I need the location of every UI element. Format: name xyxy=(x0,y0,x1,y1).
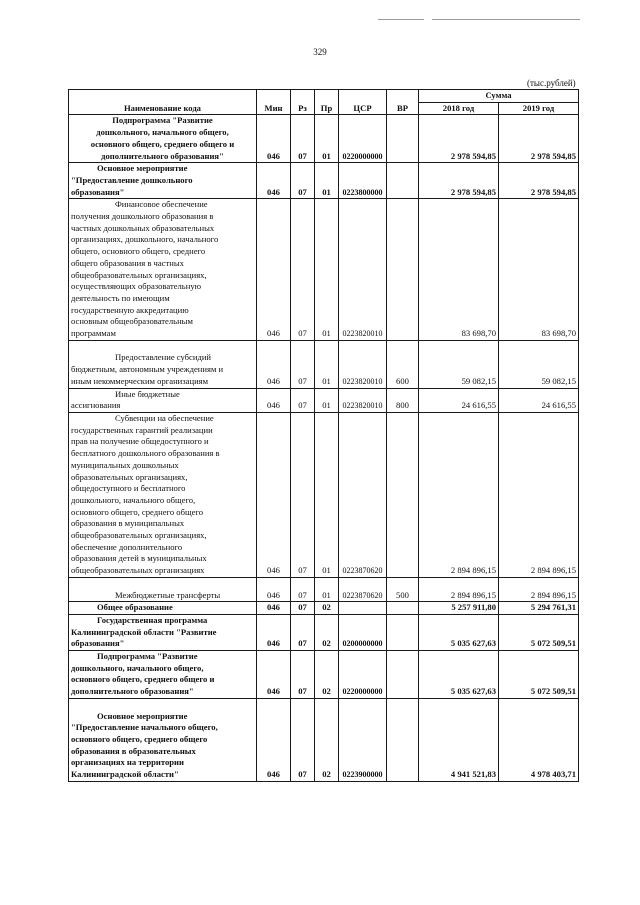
row-name-line: дополнительного образования" xyxy=(71,686,194,697)
row-name-line: образования детей в муниципальных xyxy=(71,553,207,564)
row-name-line: "Предоставление начального общего, xyxy=(71,722,218,733)
row-name-line: прав на получение общедоступного и xyxy=(71,436,209,447)
row-csr: 0220000000 xyxy=(339,651,387,699)
row-name-line: общеобразовательных организациях, xyxy=(71,530,207,541)
row-pr: 02 xyxy=(315,651,339,699)
row-vr xyxy=(387,651,419,699)
col-header-2018: 2018 год xyxy=(419,102,499,115)
table-row xyxy=(69,412,579,577)
row-name-line: основного общего, среднего общего xyxy=(71,733,208,744)
row-amount-2018: 59 082,15 xyxy=(419,340,499,388)
col-header-sum: Сумма xyxy=(419,90,579,103)
row-rz: 07 xyxy=(291,340,315,388)
row-amount-2018: 2 978 594,85 xyxy=(419,163,499,199)
row-name-line: Межбюджетные трансферты xyxy=(115,589,221,600)
row-amount-2019: 2 894 896,15 xyxy=(499,577,579,601)
row-min: 046 xyxy=(257,651,291,699)
row-name-line: программам xyxy=(71,328,116,339)
col-header-pr: Пр xyxy=(315,90,339,115)
row-amount-2019: 2 894 896,15 xyxy=(499,412,579,577)
row-name-line: деятельность по имеющим xyxy=(71,292,170,303)
row-amount-2019: 24 616,55 xyxy=(499,388,579,412)
col-header-rz: Рз xyxy=(291,90,315,115)
page-number: 329 xyxy=(313,47,327,57)
row-name-line: Предоставление субсидий xyxy=(115,352,212,363)
row-name-line xyxy=(71,341,254,353)
row-name-line: основного общего, среднего общего xyxy=(71,506,203,517)
row-name-line: Основное мероприятие xyxy=(97,163,188,174)
col-header-vr: ВР xyxy=(387,90,419,115)
row-pr: 02 xyxy=(315,602,339,615)
row-name xyxy=(69,602,257,615)
row-pr: 01 xyxy=(315,388,339,412)
row-name xyxy=(69,199,257,340)
row-name-line: ассигнования xyxy=(71,400,121,411)
row-name-line: государственную аккредитацию xyxy=(71,304,189,315)
row-amount-2019: 2 978 594,85 xyxy=(499,115,579,163)
row-name-line: дошкольного, начального общего, xyxy=(96,127,229,138)
col-header-2019: 2019 год xyxy=(499,102,579,115)
row-name-line: получения дошкольного образования в xyxy=(71,211,214,222)
row-amount-2018: 2 978 594,85 xyxy=(419,115,499,163)
row-rz: 07 xyxy=(291,698,315,781)
row-name-line: организациях, дошкольного, начального xyxy=(71,234,219,245)
row-name-line: общедоступного и бесплатного xyxy=(71,483,186,494)
row-name-line: дополнительного образования" xyxy=(101,150,224,161)
row-vr xyxy=(387,698,419,781)
row-csr: 0223820010 xyxy=(339,199,387,340)
row-rz: 07 xyxy=(291,614,315,650)
row-csr: 0223820010 xyxy=(339,340,387,388)
row-amount-2018: 24 616,55 xyxy=(419,388,499,412)
budget-table xyxy=(68,89,579,782)
row-name-line: общего, основного общего, среднего xyxy=(71,246,206,257)
row-name-line: Подпрограмма "Развитие xyxy=(97,651,198,662)
row-csr: 0220000000 xyxy=(339,115,387,163)
row-name xyxy=(69,388,257,412)
table-row xyxy=(69,577,579,601)
row-csr: 0223870620 xyxy=(339,412,387,577)
row-name-line: образования в образовательных xyxy=(71,745,196,756)
row-name-line: бюджетным, автономным учреждениям и xyxy=(71,364,224,375)
row-name-line: бесплатного дошкольного образования в xyxy=(71,448,220,459)
row-min: 046 xyxy=(257,412,291,577)
row-name-line: Финансовое обеспечение xyxy=(115,199,208,210)
row-name-line: общего образования в частных xyxy=(71,257,184,268)
row-min: 046 xyxy=(257,199,291,340)
row-csr: 0223900000 xyxy=(339,698,387,781)
row-vr: 600 xyxy=(387,340,419,388)
row-name-line: Калининградской области" xyxy=(71,769,179,780)
row-name-line: образовательных организациях, xyxy=(71,471,188,482)
row-amount-2018: 5 035 627,63 xyxy=(419,651,499,699)
row-min: 046 xyxy=(257,340,291,388)
row-vr xyxy=(387,163,419,199)
row-name xyxy=(69,115,257,163)
row-vr: 500 xyxy=(387,577,419,601)
units-label: (тыс.рублей) xyxy=(527,78,576,88)
row-rz: 07 xyxy=(291,651,315,699)
row-name-line: осуществляющих образовательную xyxy=(71,281,202,292)
row-vr xyxy=(387,614,419,650)
row-amount-2019: 5 072 509,51 xyxy=(499,614,579,650)
row-name-line: дошкольного, начального общего, xyxy=(71,662,204,673)
row-rz: 07 xyxy=(291,602,315,615)
row-name-line: образования" xyxy=(71,638,125,649)
table-row xyxy=(69,602,579,615)
row-amount-2019: 5 294 761,31 xyxy=(499,602,579,615)
row-pr: 01 xyxy=(315,340,339,388)
row-amount-2018: 83 698,70 xyxy=(419,199,499,340)
row-amount-2019: 5 072 509,51 xyxy=(499,651,579,699)
row-pr: 02 xyxy=(315,614,339,650)
row-name-line: Калининградской области "Развитие xyxy=(71,626,217,637)
row-vr: 800 xyxy=(387,388,419,412)
row-name-line: "Предоставление дошкольного xyxy=(71,174,193,185)
header-rule-long xyxy=(432,19,580,20)
row-csr xyxy=(339,602,387,615)
row-csr: 0223820010 xyxy=(339,388,387,412)
row-amount-2018: 5 257 911,80 xyxy=(419,602,499,615)
row-rz: 07 xyxy=(291,199,315,340)
row-name xyxy=(69,698,257,781)
row-csr: 0200000000 xyxy=(339,614,387,650)
row-amount-2018: 2 894 896,15 xyxy=(419,577,499,601)
row-name xyxy=(69,163,257,199)
row-name-line xyxy=(71,699,254,711)
row-pr: 02 xyxy=(315,698,339,781)
col-header-name: Наименование кода xyxy=(69,90,257,115)
row-vr xyxy=(387,199,419,340)
row-min: 046 xyxy=(257,614,291,650)
table-row xyxy=(69,614,579,650)
row-name-line: Иные бюджетные xyxy=(115,388,180,399)
row-name-line: образования в муниципальных xyxy=(71,518,185,529)
table-row xyxy=(69,651,579,699)
row-name-line: основного общего, среднего общего и xyxy=(90,138,235,149)
row-vr xyxy=(387,412,419,577)
row-name-line xyxy=(71,578,254,590)
header-rule-short xyxy=(378,19,424,20)
row-name-line: Государственная программа xyxy=(97,614,208,625)
table-row xyxy=(69,698,579,781)
row-name-line: Субвенции на обеспечение xyxy=(115,412,214,423)
row-name-line: общеобразовательных организациях xyxy=(71,565,205,576)
row-vr xyxy=(387,115,419,163)
row-name-line: организациях на территории xyxy=(71,757,184,768)
row-amount-2019: 4 978 403,71 xyxy=(499,698,579,781)
row-amount-2019: 59 082,15 xyxy=(499,340,579,388)
row-amount-2018: 4 941 521,83 xyxy=(419,698,499,781)
row-name-line: основным общеобразовательным xyxy=(71,316,193,327)
row-pr: 01 xyxy=(315,199,339,340)
row-name xyxy=(69,412,257,577)
table-row xyxy=(69,163,579,199)
table-row xyxy=(69,388,579,412)
row-pr: 01 xyxy=(315,577,339,601)
col-header-csr: ЦСР xyxy=(339,90,387,115)
row-name-line: муниципальных дошкольных xyxy=(71,459,179,470)
row-csr: 0223870620 xyxy=(339,577,387,601)
row-name-line: иным некоммерческим организациям xyxy=(71,375,209,386)
row-pr: 01 xyxy=(315,163,339,199)
row-name xyxy=(69,651,257,699)
row-min: 046 xyxy=(257,602,291,615)
row-name-line: дошкольного, начального общего, xyxy=(71,494,196,505)
col-header-min: Мин xyxy=(257,90,291,115)
row-name xyxy=(69,614,257,650)
row-name-line: частных дошкольных образовательных xyxy=(71,222,215,233)
row-rz: 07 xyxy=(291,388,315,412)
row-name xyxy=(69,577,257,601)
row-csr: 0223800000 xyxy=(339,163,387,199)
row-min: 046 xyxy=(257,577,291,601)
row-name-line: Общее образование xyxy=(97,602,173,613)
row-amount-2018: 2 894 896,15 xyxy=(419,412,499,577)
row-name-line: Основное мероприятие xyxy=(97,710,188,721)
row-name-line: общеобразовательных организациях, xyxy=(71,269,207,280)
row-rz: 07 xyxy=(291,577,315,601)
row-min: 046 xyxy=(257,388,291,412)
row-vr xyxy=(387,602,419,615)
table-row xyxy=(69,340,579,388)
row-name-line: основного общего, среднего общего и xyxy=(71,674,215,685)
row-amount-2019: 2 978 594,85 xyxy=(499,163,579,199)
row-amount-2018: 5 035 627,63 xyxy=(419,614,499,650)
row-rz: 07 xyxy=(291,163,315,199)
row-pr: 01 xyxy=(315,115,339,163)
table-row xyxy=(69,115,579,163)
table-row xyxy=(69,199,579,340)
row-amount-2019: 83 698,70 xyxy=(499,199,579,340)
row-rz: 07 xyxy=(291,412,315,577)
row-name-line: Подпрограмма "Развитие xyxy=(112,115,213,126)
row-rz: 07 xyxy=(291,115,315,163)
row-min: 046 xyxy=(257,163,291,199)
row-min: 046 xyxy=(257,115,291,163)
row-name-line: образования" xyxy=(71,186,125,197)
row-pr: 01 xyxy=(315,412,339,577)
row-min: 046 xyxy=(257,698,291,781)
row-name xyxy=(69,340,257,388)
row-name-line: обеспечение дополнительного xyxy=(71,541,183,552)
row-name-line: государственных гарантий реализации xyxy=(71,424,213,435)
